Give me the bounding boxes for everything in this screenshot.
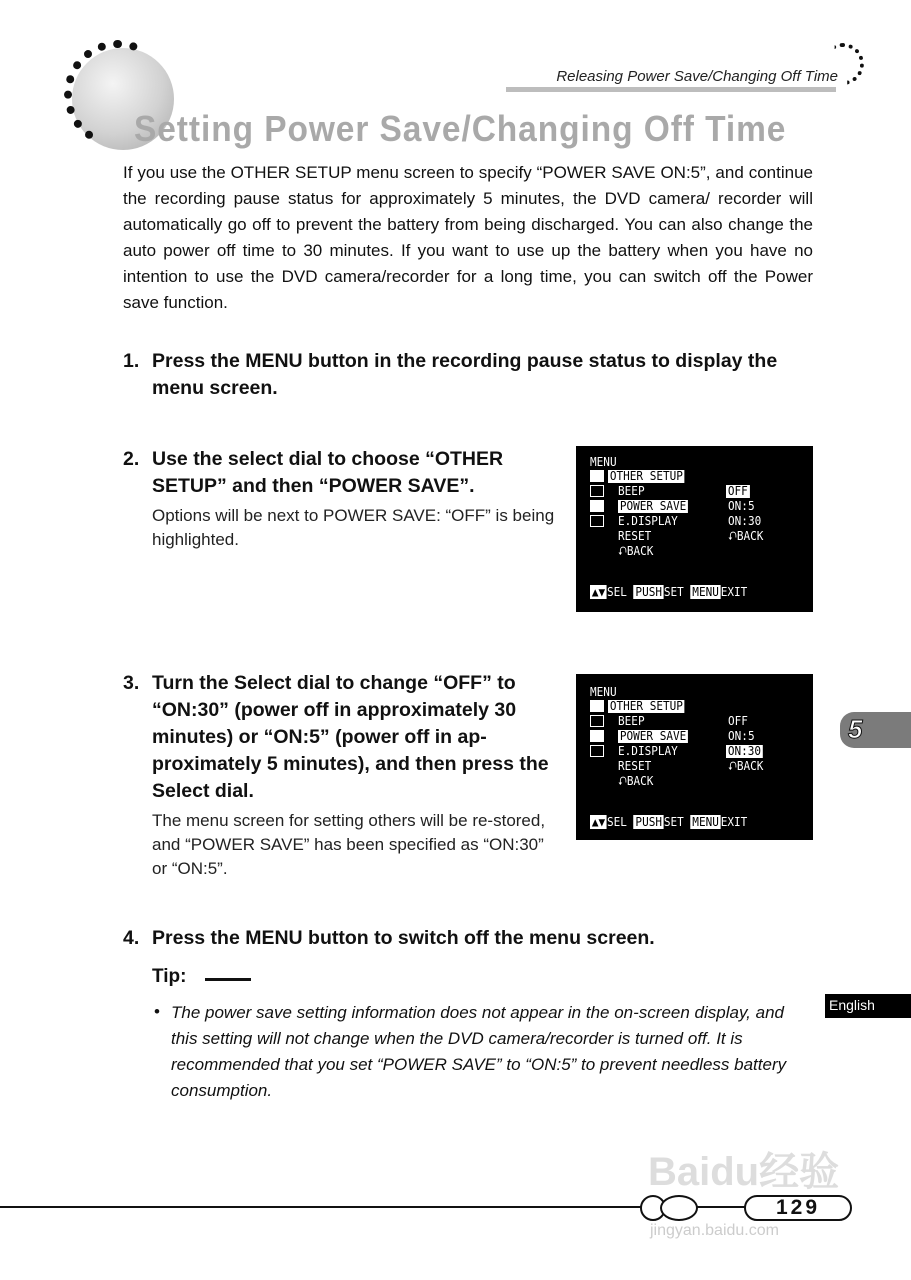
watermark-logo: Baidu经验 — [648, 1150, 840, 1194]
chapter-number: 5 — [848, 714, 863, 744]
header-rule — [506, 87, 836, 92]
step-3 — [123, 670, 555, 881]
display-setup-icon — [590, 500, 604, 512]
menu-key: MENU — [692, 815, 719, 829]
tip-bullet: • — [154, 1002, 160, 1021]
page-number: 129 — [775, 1196, 821, 1219]
step-number: 1. — [123, 350, 140, 372]
menu-screen-power-save-on30 — [576, 674, 813, 840]
menu-item-back: ⮏BACK — [618, 774, 654, 788]
menu-item-reset: RESET — [618, 529, 652, 543]
menu-item-back: ⮏BACK — [618, 544, 654, 558]
option-on-30: ON:30 — [727, 744, 762, 758]
step-instruction: Press the MENU button in the recording pause status to display the menu screen. — [152, 350, 778, 399]
menu-item-power-save: POWER SAVE — [619, 729, 687, 743]
push-key: PUSH — [635, 585, 663, 599]
menu-footer — [590, 816, 747, 829]
set-label: SET — [663, 585, 684, 599]
select-label: SEL — [606, 585, 627, 599]
step-instruction: Turn the Select dial to change “OFF” to “ON:30” (power off in approximately 30 minutes) or “ON:5” (power off in ap-proximately 5 minutes), and then press the Select dial. — [152, 672, 549, 802]
camera-setup-icon — [590, 715, 604, 727]
menu-item-e-display: E.DISPLAY — [618, 514, 678, 528]
select-label: SEL — [606, 815, 627, 829]
date-setup-icon — [590, 745, 604, 757]
select-key: ▲▼ — [591, 815, 606, 829]
option-back: ⮏BACK — [728, 529, 764, 543]
step-1 — [123, 348, 813, 402]
menu-item-power-save: POWER SAVE — [619, 499, 687, 513]
footer-decoration — [660, 1195, 698, 1221]
page-title: Setting Power Save/Changing Off Time — [134, 108, 787, 149]
intro-paragraph: If you use the OTHER SETUP menu screen to specify “POWER SAVE ON:5”, and continue the recording pause status for approximately 5 minutes, the DVD camera/ recorder will automatically go off to prevent the battery from being discharged. You can also change the auto power off time to 30 minutes. If you want to use up the battery when you have no intention to use the DVD camera/recorder for a long time, you can switch off the Power save function. — [123, 163, 813, 312]
step-description: Options will be next to POWER SAVE: “OFF” is being highlighted. — [152, 506, 555, 549]
step-description: The menu screen for setting others will be re-stored, and “POWER SAVE” has been specified as “ON:30” or “ON:5”. — [152, 811, 546, 878]
option-off: OFF — [728, 714, 748, 728]
watermark-url: jingyan.baidu.com — [650, 1222, 779, 1239]
menu-label: MENU — [590, 685, 617, 699]
other-setup-icon — [590, 700, 604, 712]
menu-key: MENU — [692, 585, 719, 599]
menu-screen-power-save-off — [576, 446, 813, 612]
step-instruction: Use the select dial to choose “OTHER SETUP” and then “POWER SAVE”. — [152, 448, 504, 497]
step-number: 4. — [123, 927, 140, 949]
tip-label: Tip: — [152, 966, 187, 987]
step-number: 3. — [123, 672, 140, 694]
option-on-5: ON:5 — [728, 499, 755, 513]
step-2 — [123, 446, 558, 552]
option-back: ⮏BACK — [728, 759, 764, 773]
exit-label: EXIT — [720, 585, 748, 599]
display-setup-icon — [590, 730, 604, 742]
menu-section-other-setup: OTHER SETUP — [609, 469, 683, 483]
option-on-5: ON:5 — [728, 729, 755, 743]
set-label: SET — [663, 815, 684, 829]
menu-item-beep: BEEP — [618, 714, 645, 728]
language-label: English — [829, 997, 875, 1013]
select-key: ▲▼ — [591, 585, 606, 599]
option-on-30: ON:30 — [728, 514, 762, 528]
option-off: OFF — [727, 484, 748, 498]
step-instruction: Press the MENU button to switch off the menu screen. — [152, 927, 655, 949]
menu-item-e-display: E.DISPLAY — [618, 744, 678, 758]
exit-label: EXIT — [720, 815, 748, 829]
date-setup-icon — [590, 515, 604, 527]
step-4 — [123, 925, 813, 952]
running-header: Releasing Power Save/Changing Off Time — [556, 68, 838, 85]
menu-footer — [590, 586, 747, 599]
menu-item-beep: BEEP — [618, 484, 645, 498]
camera-setup-icon — [590, 485, 604, 497]
step-number: 2. — [123, 448, 140, 470]
tip-text: The power save setting information does not appear in the on-screen display, and this setting will not change when the DVD camera/recorder is turned off. It is recommended that you set “POWER SAVE” to “ON:5” to prevent needless battery consumption. — [171, 1003, 787, 1100]
other-setup-icon — [590, 470, 604, 482]
tip-rule — [205, 978, 251, 981]
menu-label: MENU — [590, 455, 617, 469]
push-key: PUSH — [635, 815, 663, 829]
menu-section-other-setup: OTHER SETUP — [609, 699, 683, 713]
menu-item-reset: RESET — [618, 759, 652, 773]
